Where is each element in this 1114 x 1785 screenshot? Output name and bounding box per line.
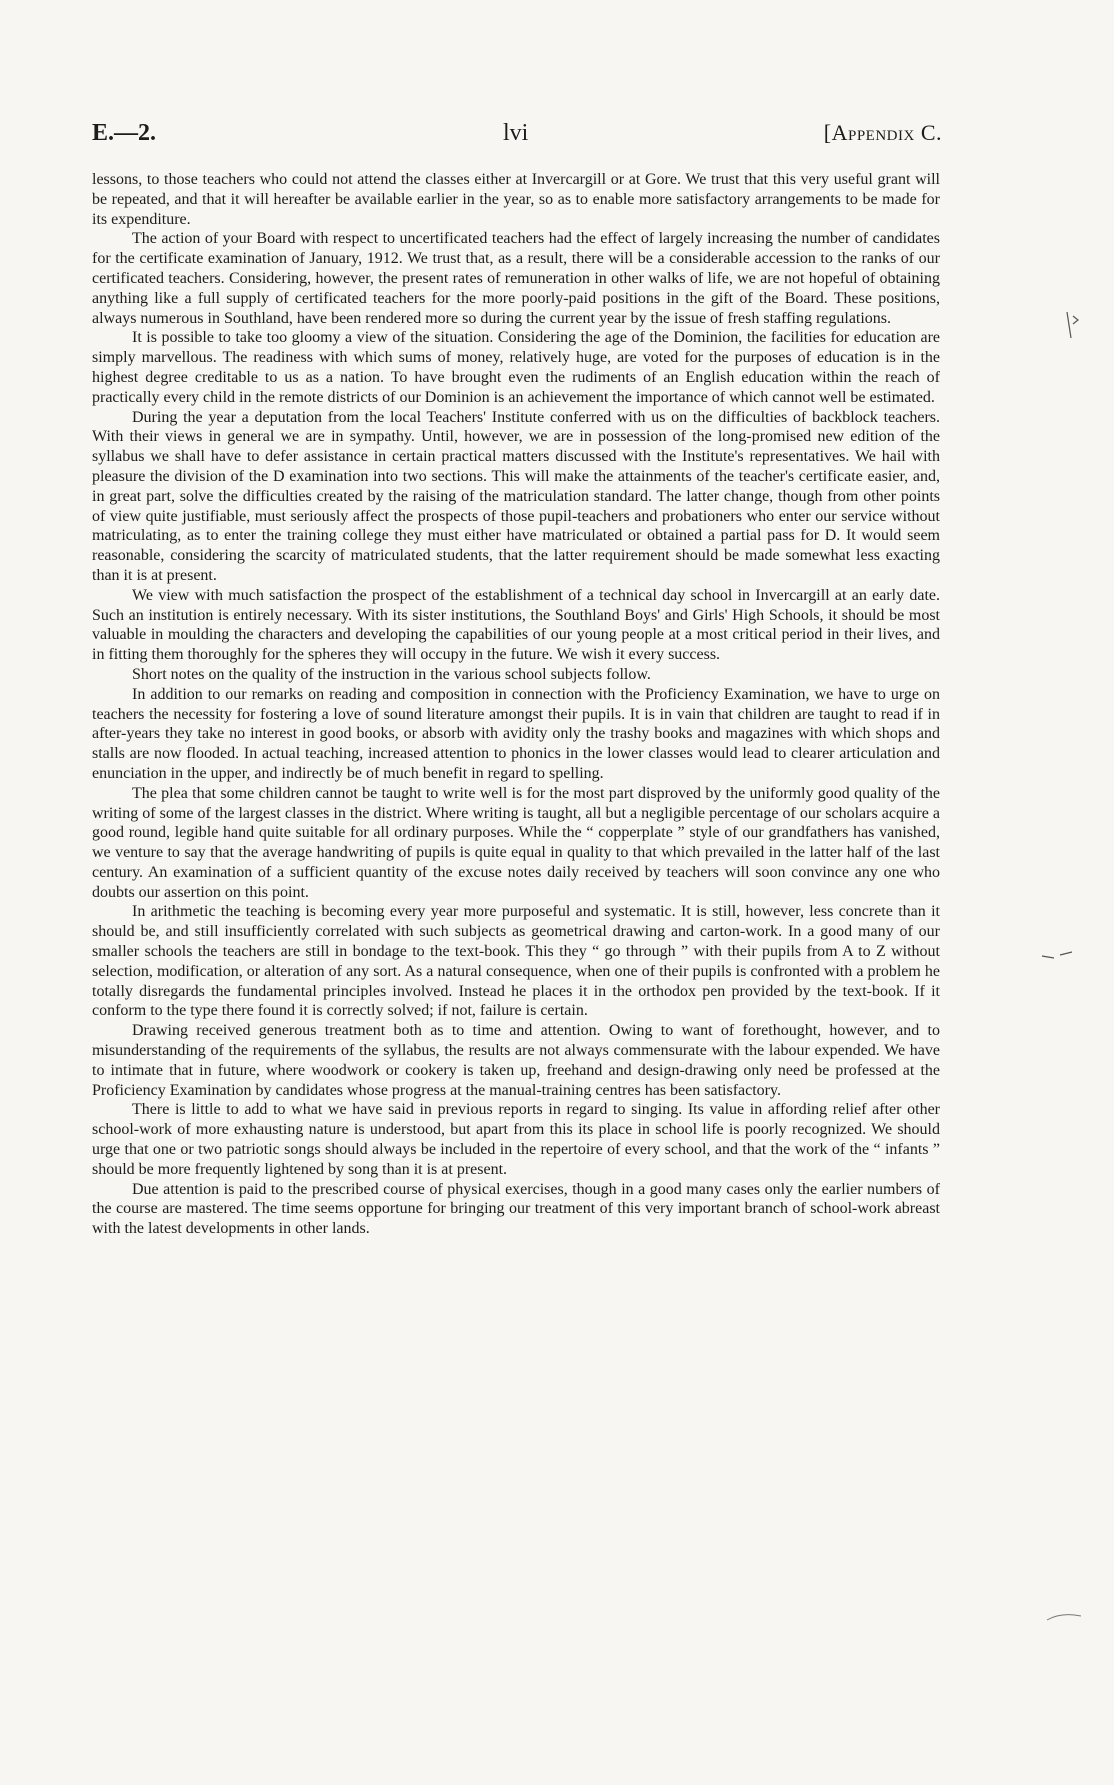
margin-mark — [1040, 950, 1074, 962]
document-code: E.—2. — [92, 120, 157, 146]
margin-mark — [1072, 315, 1080, 325]
paragraph: The plea that some children cannot be taught to write well is for the most part disproved by the uniformly good quality of the writing of some of the largest classes in the district. Where writing is taught, all but a negligible percentage of our scholars acquire a good round, legible hand quite suitable for all ordinary purposes. While the “ copperplate ” style of our grandfathers has vanished, we venture to say that the average handwriting of pupils is quite equal in quality to that which prevailed in the latter half of the last century. An examination of a sufficient quantity of the excuse notes daily received by teachers will soon convince any one who doubts our assertion on this point. — [92, 784, 940, 901]
paragraph: lessons, to those teachers who could not attend the classes either at Invercargill or at Gore. We trust that this very useful grant will be repeated, and that it will hereafter be available earlier in the year, so as to enable more satisfactory arrangements to be made for its expenditure. — [92, 171, 940, 228]
paragraph: The action of your Board with respect to uncertificated teachers had the effect of largely increasing the number of candidates for the certificate examination of January, 1912. We trust that, as a result, there will be a considerable accession to the ranks of our certificated teachers. Considering, however, the present rates of remuneration in other walks of life, we are not hopeful of obtaining anything like a full supply of certificated teachers for the more poorly-paid positions in the gift of the Board. These positions, always numerous in Southland, have been rendered more so during the current year by the issue of fresh staffing regulations. — [92, 230, 940, 327]
body-text — [92, 170, 940, 1239]
paragraph: In addition to our remarks on reading and composition in connection with the Proficiency Examination, we have to urge on teachers the necessity for fostering a love of sound literature amongst their pupils. It is in vain that children are taught to read if in after-years they take no interest in good books, or absorb with avidity only the trashy books and magazines with which shops and stalls are now flooded. In actual teaching, increased attention to phonics in the lower classes would lead to clearer articulation and enunciation in the upper, and indirectly be of much benefit in regard to spelling. — [92, 685, 940, 782]
paragraph: There is little to add to what we have said in previous reports in regard to singing. Its value in affording relief after other school-work of more exhausting nature is understood, but apart from this its place in school life is poorly recognized. We should urge that one or two patriotic songs should always be included in the repertoire of every school, and that the work of the “ infants ” should be more frequently lightened by song than it is at present. — [92, 1101, 940, 1178]
paragraph: It is possible to take too gloomy a view of the situation. Considering the age of the Dominion, the facilities for education are simply marvellous. The readiness with which sums of money, relatively huge, are voted for the purposes of education is in the highest degree creditable to us as a nation. To have brought even the rudiments of an English education within the reach of practically every child in the remote districts of our Dominion is an achievement the importance of which cannot well be estimated. — [92, 329, 940, 406]
margin-mark — [1045, 1610, 1085, 1624]
paragraph: Short notes on the quality of the instruction in the various school subjects follow. — [132, 665, 651, 683]
paragraph: Drawing received generous treatment both as to time and attention. Owing to want of forethought, however, and to misunderstanding of the requirements of the syllabus, the results are not always commensurate with the labour expended. We have to intimate that in future, where woodwork or cookery is taken up, freehand and design-drawing only need be professed at the Proficiency Examination by candidates whose progress at the manual-training centres has been satisfactory. — [92, 1022, 940, 1099]
appendix-label: [Appendix C. — [823, 120, 942, 145]
page-header — [92, 120, 942, 150]
paragraph: We view with much satisfaction the prospect of the establishment of a technical day school in Invercargill at an early date. Such an institution is entirely necessary. With its sister institutions, the Southland Boys' and Girls' High Schools, it should be most valuable in moulding the characters and developing the capabilities of our young people at a most critical period in their lives, and in fitting them thoroughly for the spheres they will occupy in the future. We wish it every success. — [92, 586, 940, 664]
paragraph: In arithmetic the teaching is becoming every year more purposeful and systematic. It is still, however, less concrete than it should be, and still insufficiently correlated with such subjects as geometrical drawing and carton-work. In a good many of our smaller schools the teachers are still in bondage to the text-book. This they “ go through ” with their pupils from A to Z without selection, modification, or alteration of any sort. As a natural consequence, when one of their pupils is confronted with a problem he totally disregards the fundamental principles involved. Instead he places it in the orthodox pen provided by the text-book. If it conform to the type there found it is correctly solved; if not, failure is certain. — [92, 903, 940, 1020]
page-number: lvi — [503, 120, 529, 146]
paragraph: During the year a deputation from the local Teachers' Institute conferred with us on the difficulties of backblock teachers. With their views in general we are in sympathy. Until, however, we are in possession of the long-promised new edition of the syllabus we shall have to defer assistance in certain practical matters discussed with the Institute's representatives. We hail with pleasure the division of the D examination into two sections. This will make the attainments of the teacher's certificate easier, and, in great part, solve the difficulties created by the raising of the matriculation standard. The latter change, though from other points of view quite justifiable, must seriously affect the prospects of those pupil-teachers and probationers who enter our service without matriculating, as to enter the training college they must either have matriculated or obtained a partial pass for D. It would seem reasonable, considering the scarcity of matriculated students, that the latter requirement should be made somewhat less exacting than it is at present. — [92, 408, 940, 584]
paragraph: Due attention is paid to the prescribed course of physical exercises, though in a good many cases only the earlier numbers of the course are mastered. The time seems opportune for bringing our treatment of this very important branch of school-work abreast with the latest developments in other lands. — [92, 1180, 940, 1238]
